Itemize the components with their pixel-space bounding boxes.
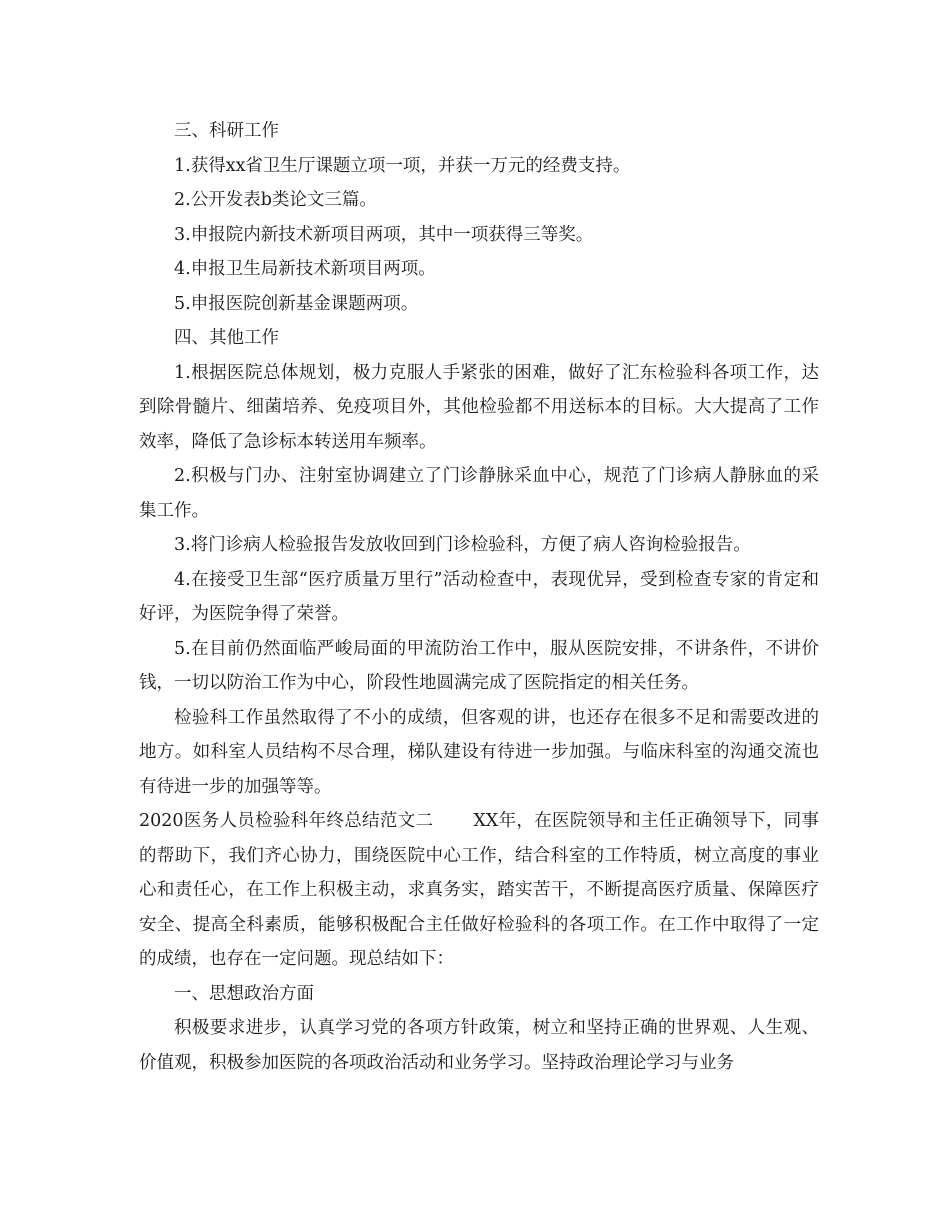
section-heading-research: 三、科研工作: [174, 121, 279, 141]
list-item: 4.申报卫生局新技术新项目两项。: [174, 259, 436, 279]
section-heading-political: 一、思想政治方面: [174, 983, 314, 1004]
section-heading-other: 四、其他工作: [174, 328, 279, 348]
list-item: 1.根据医院总体规划，极力克服人手紧张的困难，做好了汇东检验科各项工作，达到除骨髓片、细菌培养、免疫项目外，其他检验都不用送标本的目标。大大提高了工作效率，降低了急诊标本转送用车频率。: [139, 362, 819, 452]
list-item: 2.公开发表b类论文三篇。: [174, 190, 377, 210]
list-item: 5.申报医院创新基金课题两项。: [174, 293, 419, 314]
document-body: [139, 114, 819, 1080]
list-item: 4.在接受卫生部“医疗质量万里行”活动检查中，表现优异，受到检查专家的肯定和好评，为医院争得了荣誉。: [139, 569, 819, 624]
body-paragraph: 积极要求进步，认真学习党的各项方针政策，树立和坚持正确的世界观、人生观、价值观，积极参加医院的各项政治活动和业务学习。坚持政治理论学习与业务: [139, 1018, 819, 1073]
list-item: 1.获得xx省卫生厅课题立项一项，并获一万元的经费支持。: [174, 155, 631, 176]
summary-paragraph: 检验科工作虽然取得了不小的成绩，但客观的讲，也还存在很多不足和需要改进的地方。如科室人员结构不尽合理，梯队建设有待进一步加强。与临床科室的沟通交流也有待进一步的加强等等。: [139, 707, 819, 797]
section-two-intro: XX年，在医院领导和主任正确领导下，同事的帮助下，我们齐心协力，围绕医院中心工作，结合科室的工作特质，树立高度的事业心和责任心，在工作上积极主动，求真务实，踏实苦干，不断提高医疗质量、保障医疗安全、提高全科素质，能够积极配合主任做好检验科的各项工作。在工作中取得了一定的成绩，也存在一定问题。现总结如下：: [139, 811, 819, 969]
list-item: 3.申报院内新技术新项目两项，其中一项获得三等奖。: [174, 224, 594, 245]
list-item: 3.将门诊病人检验报告发放收回到门诊检验科，方便了病人咨询检验报告。: [174, 535, 751, 555]
list-item: 2.积极与门办、注射室协调建立了门诊静脉采血中心，规范了门诊病人静脉血的采集工作。: [139, 466, 819, 521]
section-two-paragraph: [139, 804, 819, 977]
list-item: 5.在目前仍然面临严峻局面的甲流防治工作中，服从医院安排，不讲条件，不讲价钱，一切以防治工作为中心，阶段性地圆满完成了医院指定的相关任务。: [139, 638, 819, 693]
section-two-title: 2020医务人员检验科年终总结范文二: [139, 811, 434, 831]
